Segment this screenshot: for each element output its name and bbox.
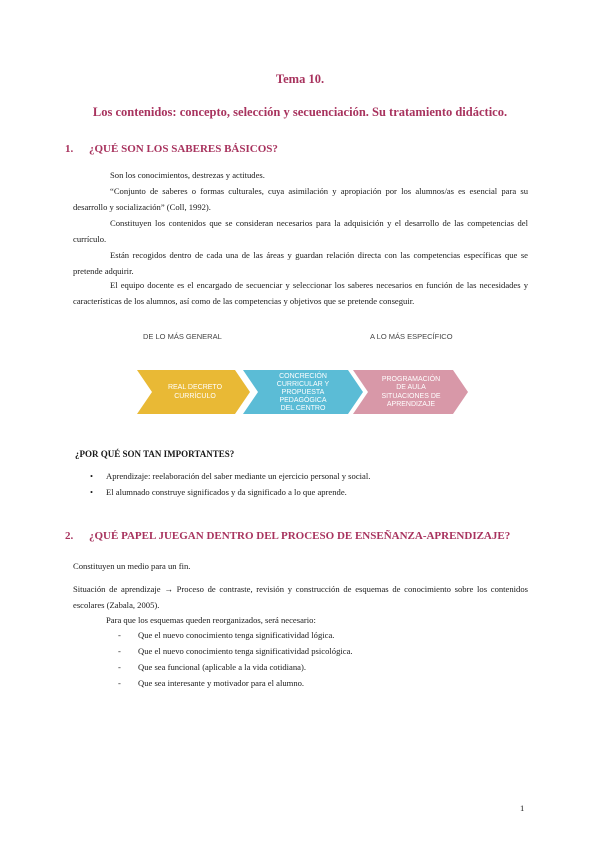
section-2-heading — [65, 530, 510, 542]
step-2-line: PEDAGÓGICA — [279, 397, 327, 404]
page-number: 1 — [520, 803, 525, 813]
why-question: ¿POR QUÉ SON TAN IMPORTANTES? — [75, 449, 235, 459]
dash-icon: - — [118, 646, 121, 656]
paragraph: Para que los esquemas queden reorganizados, será necesario: — [106, 615, 316, 625]
list-item: - Que el nuevo conocimiento tenga significatividad lógica. — [118, 627, 353, 643]
step-3-line: APRENDIZAJE — [386, 401, 436, 408]
list-item: • El alumnado construye significados y da significado a lo que aprende. — [90, 484, 370, 500]
topic-title: Los contenidos: concepto, selección y secuenciación. Su tratamiento didáctico. — [92, 105, 508, 119]
step-2-line: CONCRECIÓN — [279, 373, 327, 380]
label-most-specific: A LO MÁS ESPECÍFICO — [370, 332, 453, 341]
arrow-chevrons — [135, 332, 475, 422]
section-2-number: 2. — [65, 530, 74, 542]
list-item: - Que el nuevo conocimiento tenga significatividad psicológica. — [118, 643, 353, 659]
dash-icon: - — [118, 630, 121, 640]
topic-number: Tema 10. — [275, 72, 325, 86]
step-3-line: SITUACIONES DE — [381, 393, 441, 400]
paragraph: El equipo docente es el encargado de secuenciar y seleccionar los saberes necesarios en función de las necesidades y características de los alumnos, así como de las competencias y objetivos que se pretende conseguir. — [73, 280, 528, 306]
step-2-line: PROPUESTA — [281, 389, 325, 396]
curriculum-levels-diagram — [135, 332, 475, 422]
step-3-line: PROGRAMACIÓN — [381, 376, 441, 383]
step-1-chevron — [137, 370, 250, 414]
list-item: • Aprendizaje: reelaboración del saber mediante un ejercicio personal y social. — [90, 468, 370, 484]
paragraph: Son los conocimientos, destrezas y actitudes. — [110, 170, 265, 180]
paragraph: “Conjunto de saberes o formas culturales, cuya asimilación y apropiación por los alumnos/as es esencial para su desarrollo y socialización” (Coll, 1992). — [73, 186, 528, 212]
dash-icon: - — [118, 662, 121, 672]
why-bullet-list — [90, 468, 370, 500]
dash-icon: - — [118, 678, 121, 688]
list-item: - Que sea interesante y motivador para el alumno. — [118, 675, 353, 691]
step-1-line: CURRÍCULO — [174, 393, 216, 400]
paragraph: Constituyen un medio para un fin. — [73, 561, 191, 571]
section-1-title: ¿QUÉ SON LOS SABERES BÁSICOS? — [89, 143, 278, 155]
section-2-title: ¿QUÉ PAPEL JUEGAN DENTRO DEL PROCESO DE ENSEÑANZA-APRENDIZAJE? — [89, 530, 511, 542]
paragraph: Constituyen los contenidos que se consideran necesarios para la adquisición y el desarrollo de las competencias del currículo. — [73, 218, 528, 244]
label-most-general: DE LO MÁS GENERAL — [143, 332, 222, 341]
bullet-icon: • — [90, 471, 94, 481]
section-1-number: 1. — [65, 143, 74, 155]
paragraph: Situación de aprendizaje → Proceso de contraste, revisión y construcción de esquemas de conocimiento sobre los contenidos escolares (Zabala, 2005). — [73, 584, 528, 610]
list-item: - Que sea funcional (aplicable a la vida cotidiana). — [118, 659, 353, 675]
step-1-line: REAL DECRETO — [167, 384, 223, 391]
section-1-heading — [65, 143, 278, 155]
bullet-icon: • — [90, 487, 94, 497]
step-3-line: DE AULA — [396, 384, 426, 391]
step-2-line: CURRICULAR Y — [276, 381, 330, 388]
step-2-line: DEL CENTRO — [280, 405, 326, 412]
requirements-list — [118, 627, 353, 691]
paragraph: Están recogidos dentro de cada una de las áreas y guardan relación directa con las competencias específicas que se pretende adquirir. — [73, 250, 528, 276]
